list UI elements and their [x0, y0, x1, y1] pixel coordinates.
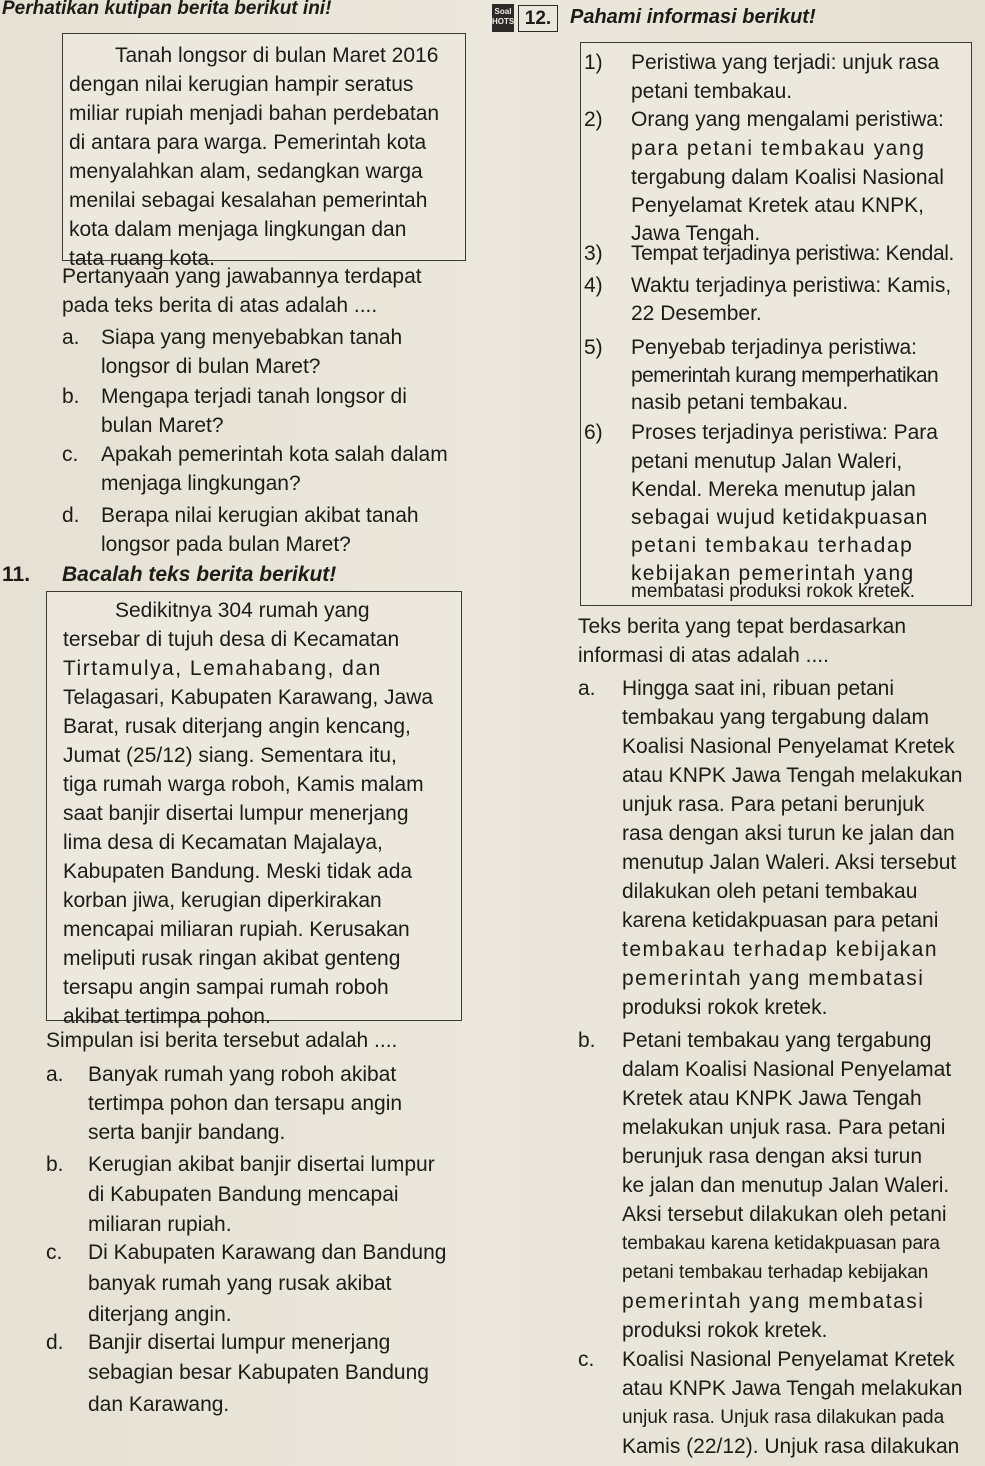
info-line: Waktu terjadinya peristiwa: Kamis, — [631, 274, 952, 297]
news-line: saat banjir disertai lumpur menerjang — [63, 802, 409, 825]
news-line: menilai sebagai kesalahan pemerintah — [69, 189, 428, 212]
option-letter: a. — [46, 1063, 64, 1086]
info-line: pemerintah kurang memperhatikan — [631, 364, 939, 387]
option-text: produksi rokok kretek. — [622, 1319, 828, 1342]
news-line: Barat, rusak diterjang angin kencang, — [63, 715, 411, 738]
info-line: 22 Desember. — [631, 302, 762, 325]
option-text: serta banjir bandang. — [88, 1121, 286, 1144]
option-text: banyak rumah yang rusak akibat — [88, 1272, 392, 1295]
info-line: Tempat terjadinya peristiwa: Kendal. — [631, 242, 954, 265]
news-line: Telagasari, Kabupaten Karawang, Jawa — [63, 686, 434, 709]
option-text: di Kabupaten Bandung mencapai — [88, 1183, 399, 1206]
news-line: dengan nilai kerugian hampir seratus — [69, 73, 414, 96]
option-text: Aksi tersebut dilakukan oleh petani — [622, 1203, 947, 1226]
info-line: Orang yang mengalami peristiwa: — [631, 108, 944, 131]
option-letter: c. — [46, 1241, 63, 1264]
option-text: tembakau terhadap kebijakan — [622, 938, 939, 961]
option-text: bulan Maret? — [101, 414, 224, 437]
info-line: Penyelamat Kretek atau KNPK, — [631, 194, 924, 217]
hots-badge: Soal HOTS — [492, 4, 514, 32]
option-text: dalam Koalisi Nasional Penyelamat — [622, 1058, 952, 1081]
news-line: tersapu angin sampai rumah roboh — [63, 976, 389, 999]
option-letter: c. — [578, 1348, 595, 1371]
option-letter: a. — [578, 677, 596, 700]
option-text: atau KNPK Jawa Tengah melakukan — [622, 764, 963, 787]
info-line: Peristiwa yang terjadi: unjuk rasa — [631, 51, 940, 74]
news-line: di antara para warga. Pemerintah kota — [69, 131, 427, 154]
option-letter: b. — [46, 1153, 64, 1176]
q10-question-line: Pertanyaan yang jawabannya terdapat — [62, 265, 422, 288]
option-text: atau KNPK Jawa Tengah melakukan — [622, 1377, 963, 1400]
option-text: pemerintah yang membatasi — [622, 1290, 925, 1313]
news-line: mencapai miliaran rupiah. Kerusakan — [63, 918, 410, 941]
news-line: lima desa di Kecamatan Majalaya, — [63, 831, 383, 854]
option-text: Hingga saat ini, ribuan petani — [622, 677, 895, 700]
option-text: Siapa yang menyebabkan tanah — [101, 326, 403, 349]
q11-news-box — [46, 591, 462, 1028]
q12-question-line: informasi di atas adalah .... — [578, 644, 829, 667]
option-letter: d. — [46, 1331, 64, 1354]
news-line: korban jiwa, kerugian diperkirakan — [63, 889, 382, 912]
q12-header: Pahami informasi berikut! — [570, 6, 816, 28]
news-line: Kabupaten Bandung. Meski tidak ada — [63, 860, 413, 883]
option-text: Kamis (22/12). Unjuk rasa dilakukan — [622, 1435, 960, 1458]
news-line: Tirtamulya, Lemahabang, dan — [63, 657, 382, 680]
option-text: Mengapa terjadi tanah longsor di — [101, 385, 407, 408]
option-text: Di Kabupaten Karawang dan Bandung — [88, 1241, 447, 1264]
info-num: 4) — [584, 274, 603, 297]
news-line: menyalahkan alam, sedangkan warga — [69, 160, 423, 183]
info-line: petani menutup Jalan Waleri, — [631, 450, 903, 473]
option-text: tembakau karena ketidakpuasan para — [622, 1233, 940, 1254]
info-line: nasib petani tembakau. — [631, 391, 849, 414]
option-letter: c. — [62, 443, 79, 466]
option-text: Kerugian akibat banjir disertai lumpur — [88, 1153, 435, 1176]
option-text: dan Karawang. — [88, 1393, 230, 1416]
option-text: Banyak rumah yang roboh akibat — [88, 1063, 397, 1086]
option-text: petani tembakau terhadap kebijakan — [622, 1262, 929, 1283]
news-line: miliar rupiah menjadi bahan perdebatan — [69, 102, 440, 125]
news-line: kota dalam menjaga lingkungan dan — [69, 218, 407, 241]
info-line: Jawa Tengah. — [631, 222, 761, 245]
info-line: Proses terjadinya peristiwa: Para — [631, 421, 938, 444]
news-line: tata ruang kota. — [69, 247, 215, 270]
info-line: kebijakan pemerintah yang — [631, 562, 915, 585]
option-text: menjaga lingkungan? — [101, 472, 301, 495]
q12-info-box — [580, 42, 972, 606]
option-text: berunjuk rasa dengan aksi turun — [622, 1145, 923, 1168]
info-num: 1) — [584, 51, 603, 74]
q12-question-line: Teks berita yang tepat berdasarkan — [578, 615, 907, 638]
option-text: rasa dengan aksi turun ke jalan dan — [622, 822, 955, 845]
q11-header: Bacalah teks berita berikut! — [62, 563, 337, 586]
info-line: tergabung dalam Koalisi Nasional — [631, 166, 944, 189]
info-line: sebagai wujud ketidakpuasan — [631, 506, 929, 529]
q10-header: Perhatikan kutipan berita berikut ini! — [2, 0, 332, 19]
option-text: pemerintah yang membatasi — [622, 967, 925, 990]
option-text: melakukan unjuk rasa. Para petani — [622, 1116, 946, 1139]
news-line: Sedikitnya 304 rumah yang — [115, 599, 370, 622]
news-line: akibat tertimpa pohon. — [63, 1005, 271, 1028]
info-line: petani tembakau. — [631, 80, 793, 103]
option-text: longsor di bulan Maret? — [101, 355, 321, 378]
option-text: sebagian besar Kabupaten Bandung — [88, 1361, 429, 1384]
option-text: Koalisi Nasional Penyelamat Kretek — [622, 735, 955, 758]
info-num: 6) — [584, 421, 603, 444]
option-text: tertimpa pohon dan tersapu angin — [88, 1092, 403, 1115]
option-text: dilakukan oleh petani tembakau — [622, 880, 918, 903]
option-text: Berapa nilai kerugian akibat tanah — [101, 504, 419, 527]
option-text: tembakau yang tergabung dalam — [622, 706, 930, 729]
info-line: membatasi produksi rokok kretek. — [631, 581, 916, 602]
option-letter: d. — [62, 504, 80, 527]
info-line: petani tembakau terhadap — [631, 534, 914, 557]
info-num: 5) — [584, 336, 603, 359]
info-line: Kendal. Mereka menutup jalan — [631, 478, 916, 501]
option-text: longsor pada bulan Maret? — [101, 533, 351, 556]
q11-question: Simpulan isi berita tersebut adalah .... — [46, 1029, 398, 1052]
q10-news-box — [62, 33, 466, 270]
option-text: Petani tembakau yang tergabung — [622, 1029, 932, 1052]
q10-question-line: pada teks berita di atas adalah .... — [62, 294, 378, 317]
info-line: Penyebab terjadinya peristiwa: — [631, 336, 918, 359]
option-text: Kretek atau KNPK Jawa Tengah — [622, 1087, 922, 1110]
option-letter: a. — [62, 326, 80, 349]
news-line: Jumat (25/12) siang. Sementara itu, — [63, 744, 397, 767]
option-text: Banjir disertai lumpur menerjang — [88, 1331, 391, 1354]
option-text: ke jalan dan menutup Jalan Waleri. — [622, 1174, 950, 1197]
option-text: Koalisi Nasional Penyelamat Kretek — [622, 1348, 955, 1371]
option-text: unjuk rasa. Unjuk rasa dilakukan pada — [622, 1407, 945, 1428]
option-text: menutup Jalan Waleri. Aksi tersebut — [622, 851, 957, 874]
option-text: diterjang angin. — [88, 1303, 232, 1326]
news-line: tiga rumah warga roboh, Kamis malam — [63, 773, 424, 796]
option-text: karena ketidakpuasan para petani — [622, 909, 939, 932]
option-text: miliaran rupiah. — [88, 1213, 232, 1236]
option-text: unjuk rasa. Para petani berunjuk — [622, 793, 925, 816]
option-text: produksi rokok kretek. — [622, 996, 828, 1019]
option-letter: b. — [62, 385, 80, 408]
q11-number: 11. — [2, 563, 31, 586]
news-line: tersebar di tujuh desa di Kecamatan — [63, 628, 400, 651]
info-line: para petani tembakau yang — [631, 137, 926, 160]
info-num: 3) — [584, 242, 603, 265]
info-num: 2) — [584, 108, 603, 131]
option-text: Apakah pemerintah kota salah dalam — [101, 443, 448, 466]
news-line: meliputi rusak ringan akibat genteng — [63, 947, 401, 970]
option-letter: b. — [578, 1029, 596, 1052]
q12-number: 12. — [518, 5, 558, 32]
news-line: Tanah longsor di bulan Maret 2016 — [115, 44, 439, 67]
